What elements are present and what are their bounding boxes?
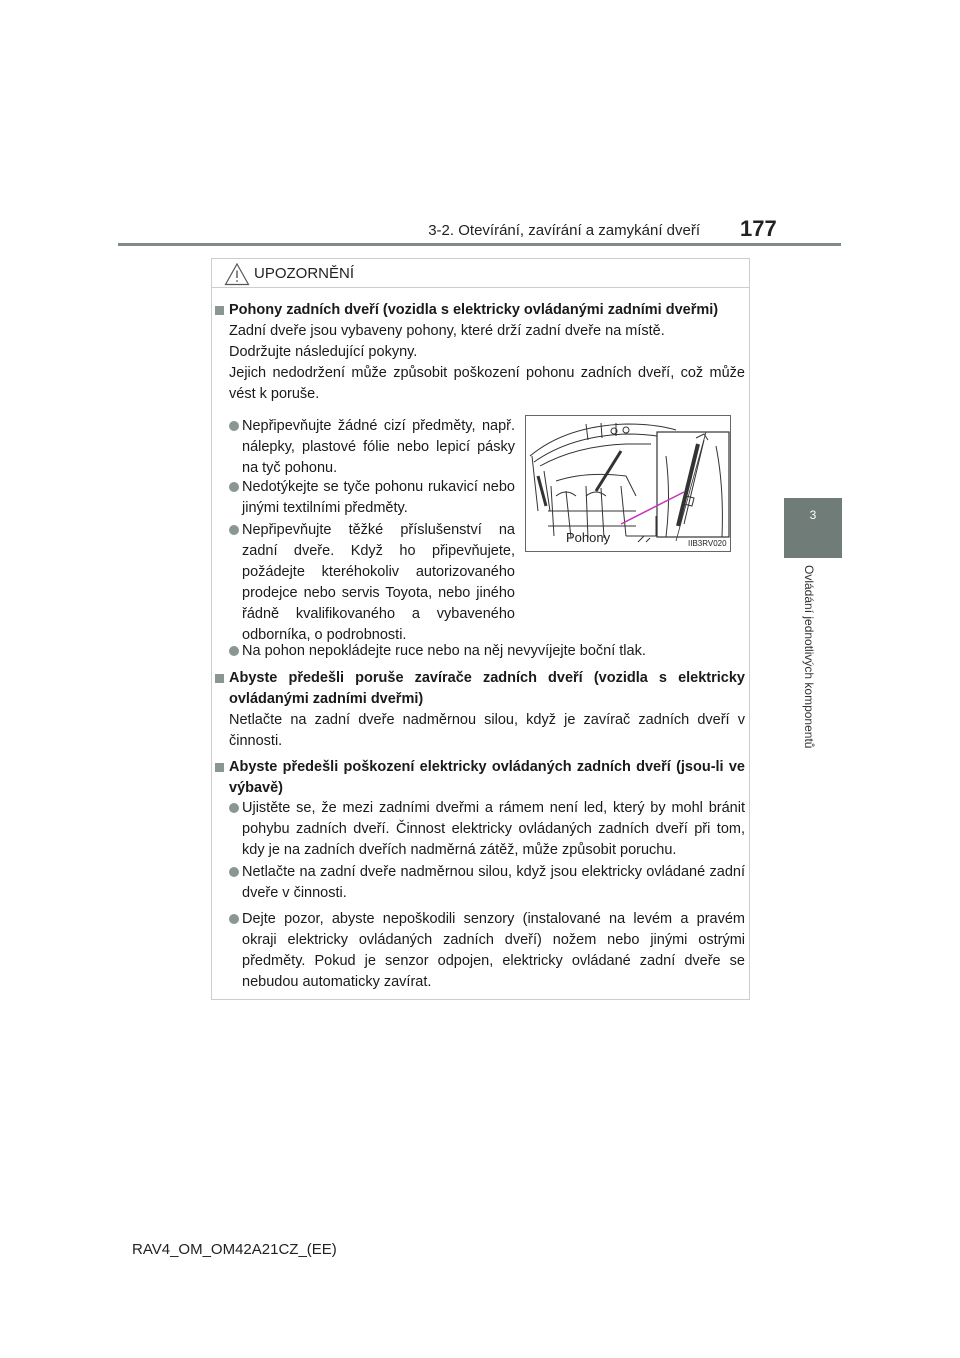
tailgate-actuator-figure [525, 415, 731, 552]
round-bullet-icon [229, 803, 239, 813]
square-bullet-icon [215, 674, 224, 683]
paragraph-line: Netlačte na zadní dveře nadměrnou silou, když je zavírač zadních dveří v činnosti. [229, 712, 745, 749]
square-bullet-icon [215, 763, 224, 772]
figure-label: Pohony [566, 530, 611, 545]
round-bullet-icon [229, 421, 239, 431]
list-item: Nepřipevňujte žádné cizí předměty, např. nálepky, plastové fólie nebo lepicí pásky na tyč pohonu. [229, 416, 515, 479]
list-item: Na pohon nepokládejte ruce nebo na něj nevyvíjejte boční tlak. [229, 641, 745, 662]
document-code: RAV4_OM_OM42A21CZ_(EE) [132, 1241, 337, 1258]
square-bullet-icon [215, 306, 224, 315]
section-heading-closer: Abyste předešli poruše zavírače zadních dveří (vozidla s elektricky ovládanými zadními dveřmi) [215, 668, 745, 710]
section-heading-power-door: Abyste předešli poškození elektricky ovládaných zadních dveří (jsou-li ve výbavě) [215, 757, 745, 799]
section-title: 3-2. Otevírání, zavírání a zamykání dveří [428, 222, 700, 239]
round-bullet-icon [229, 482, 239, 492]
round-bullet-icon [229, 525, 239, 535]
chapter-tab: 3 [784, 498, 842, 558]
header-rule [118, 243, 841, 246]
tailgate-illustration [526, 416, 730, 551]
caution-title: UPOZORNĚNÍ [254, 265, 355, 282]
list-item: Dejte pozor, abyste nepoškodili senzory (instalované na levém a pravém okraji elektricky ovládaných zadních dveří) nožem nebo jinými ostrými předměty. Pokud je senzor odpojen, elektricky ovládané zadní dveře se nebudou automaticky zavírat. [229, 909, 745, 993]
figure-code: IIB3RV020 [688, 539, 727, 548]
round-bullet-icon [229, 867, 239, 877]
round-bullet-icon [229, 914, 239, 924]
list-item: Nepřipevňujte těžké příslušenství na zadní dveře. Když ho připevňujete, požádejte kteréhokoliv autorizovaného prodejce nebo servis Toyota, nebo jiného řádně kvalifikovaného a vybaveného odborníka, o podrobnosti. [229, 520, 515, 646]
paragraph-line: Dodržujte následující pokyny. [229, 344, 418, 360]
paragraph-line: Jejich nedodržení může způsobit poškození pohonu zadních dveří, což může vést k poruše. [229, 365, 745, 402]
list-item: Netlačte na zadní dveře nadměrnou silou, když jsou elektricky ovládané zadní dveře v činnosti. [229, 862, 745, 904]
caution-header-rule [211, 287, 750, 288]
page-number: 177 [740, 216, 777, 241]
round-bullet-icon [229, 646, 239, 656]
warning-triangle-icon [224, 262, 250, 286]
list-item: Nedotýkejte se tyče pohonu rukavicí nebo jinými textilními předměty. [229, 477, 515, 519]
chapter-tab-title: Ovládání jednotlivých komponentů [802, 565, 816, 749]
list-item: Ujistěte se, že mezi zadními dveřmi a rámem není led, který by mohl bránit pohybu zadních dveří. Činnost elektricky ovládaných zadních dveří při tom, kdy je na zadních dveřích nadměrná zátěž, může způsobit poruchu. [229, 798, 745, 861]
paragraph-line: Zadní dveře jsou vybaveny pohony, které drží zadní dveře na místě. [229, 323, 665, 339]
section-heading-actuators: Pohony zadních dveří (vozidla s elektricky ovládanými zadními dveřmi) [215, 300, 745, 321]
